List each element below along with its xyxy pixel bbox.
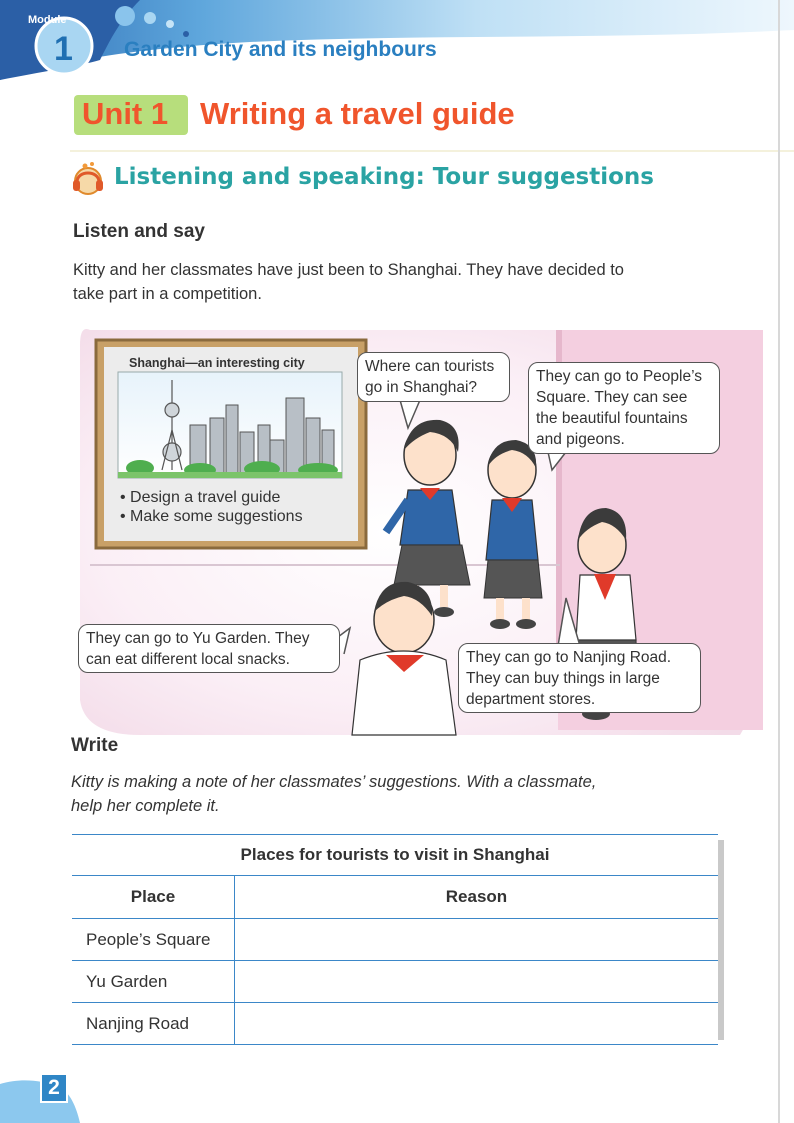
- intro-line-2: take part in a competition.: [73, 285, 262, 303]
- module-title: Garden City and its neighbours: [124, 38, 437, 61]
- bubble-line: They can go to Nanjing Road.: [466, 649, 672, 666]
- write-heading: Write: [71, 735, 119, 756]
- place-cell: Nanjing Road: [72, 1003, 235, 1045]
- board-bullet-text: Make some suggestions: [130, 508, 303, 525]
- unit-label: Unit 1: [82, 96, 169, 131]
- speech-bubble-girl: [528, 362, 720, 454]
- unit-title: Writing a travel guide: [200, 96, 515, 131]
- bubble-line: the beautiful fountains: [536, 410, 688, 427]
- board-bullet-2: • Make some suggestions: [120, 508, 303, 525]
- bubble-line: They can go to People’s: [536, 368, 703, 385]
- headphones-icon: [67, 160, 107, 200]
- table-row: [72, 919, 718, 961]
- board-title: Shanghai—an interesting city: [129, 356, 305, 370]
- page-edge: [778, 0, 780, 1123]
- bubble-line: Square. They can see: [536, 389, 688, 406]
- table-row: [72, 1003, 718, 1045]
- bubble-line: department stores.: [466, 691, 596, 708]
- write-instruction-line-1: Kitty is making a note of her classmates’ suggestions. With a classmate,: [71, 773, 597, 791]
- speech-bubble-nanjing-road: [458, 643, 701, 713]
- intro-line-1: Kitty and her classmates have just been to Shanghai. They have decided to: [73, 261, 624, 279]
- suggestions-table-wrapper: [72, 834, 720, 1040]
- speech-bubble-kitty: [357, 352, 510, 402]
- reason-cell[interactable]: [235, 919, 719, 961]
- column-header-place: Place: [72, 876, 235, 919]
- bubble-line: They can buy things in large: [466, 670, 660, 687]
- reason-cell[interactable]: [235, 961, 719, 1003]
- table-caption: Places for tourists to visit in Shanghai: [72, 835, 718, 876]
- page-number: 2: [40, 1073, 68, 1103]
- section-title: Listening and speaking: Tour suggestions: [114, 164, 654, 190]
- place-cell: People’s Square: [72, 919, 235, 961]
- module-label: Module: [28, 14, 67, 26]
- section-divider: [70, 150, 794, 152]
- listen-heading: Listen and say: [73, 221, 205, 242]
- bubble-line: go in Shanghai?: [365, 379, 478, 396]
- table-row: [72, 961, 718, 1003]
- reason-cell[interactable]: [235, 1003, 719, 1045]
- bubble-line: Where can tourists: [365, 358, 495, 375]
- module-number: 1: [54, 30, 73, 68]
- bubble-line: They can go to Yu Garden. They: [86, 630, 310, 647]
- speech-bubble-yu-garden: [78, 624, 340, 673]
- board-bullet-text: Design a travel guide: [130, 489, 281, 506]
- write-instruction-line-2: help her complete it.: [71, 797, 220, 815]
- bubble-line: and pigeons.: [536, 431, 625, 448]
- place-cell: Yu Garden: [72, 961, 235, 1003]
- column-header-reason: Reason: [235, 876, 719, 919]
- bubble-line: can eat different local snacks.: [86, 651, 290, 668]
- board-bullet-1: • Design a travel guide: [120, 489, 281, 506]
- suggestions-table: [72, 834, 718, 1045]
